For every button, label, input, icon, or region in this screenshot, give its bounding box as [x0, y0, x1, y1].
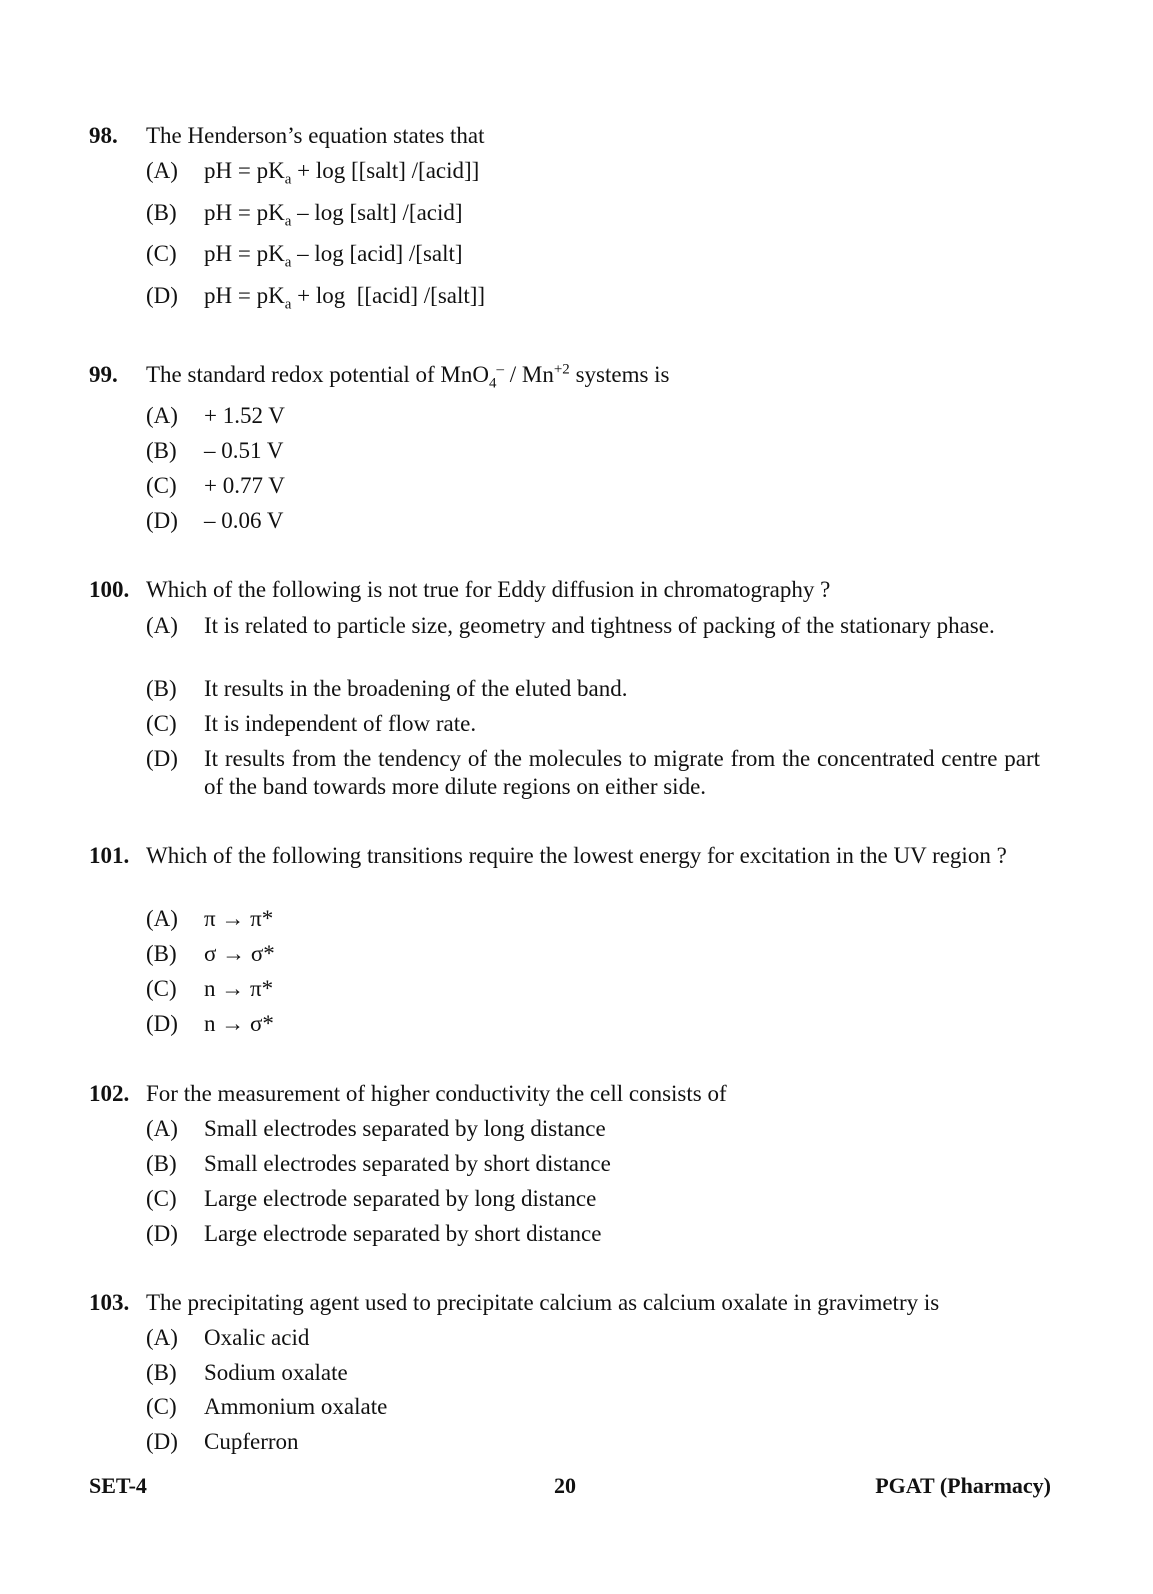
option-label: (B) — [146, 1151, 177, 1176]
question-text: For the measurement of higher conductivity the cell consists of — [146, 1081, 727, 1106]
option-text: It is related to particle size, geometry and tightness of packing of the stationary phase. — [204, 613, 995, 638]
option-label: (C) — [146, 1186, 177, 1211]
question-text: The precipitating agent used to precipitate calcium as calcium oxalate in gravimetry is — [146, 1290, 940, 1315]
option-label: (B) — [146, 941, 177, 966]
option-text: + 0.77 V — [204, 473, 285, 498]
question-number: 103. — [89, 1290, 130, 1315]
option-label: (C) — [146, 976, 177, 1001]
option-label: (B) — [146, 438, 177, 463]
option-text: Large electrode separated by long distance — [204, 1186, 597, 1211]
question-text: The standard redox potential of $MnO_4^- / Mn^{+2}$ systems is — [146, 361, 670, 392]
option-label: (C) — [146, 711, 177, 736]
option-label: (A) — [146, 403, 178, 428]
option-text: pH = $pK_a + \log$ [[acid] /[salt]] — [204, 283, 486, 313]
option-label: (D) — [146, 508, 178, 533]
option-text: Small electrodes separated by short distance — [204, 1151, 611, 1176]
option-label: (D) — [146, 283, 178, 308]
option-text: Cupferron — [204, 1429, 299, 1454]
option-text: pH = $pK_a$ – log [salt] /[acid] — [204, 200, 463, 230]
option-label: (A) — [146, 1116, 178, 1141]
option-text: n → π* — [204, 976, 274, 1001]
footer-set-code: SET-4 — [89, 1473, 147, 1498]
option-label: (B) — [146, 676, 177, 701]
option-text: n → σ* — [204, 1011, 274, 1036]
option-text: It results in the broadening of the eluted band. — [204, 676, 628, 701]
option-label: (A) — [146, 906, 178, 931]
option-label: (D) — [146, 1429, 178, 1454]
option-text: pH = $pK_a + \log$ [[salt] /[acid]] — [204, 158, 480, 188]
question-number: 100. — [89, 577, 130, 602]
option-label: (B) — [146, 200, 177, 225]
footer-page-number: 20 — [554, 1473, 576, 1498]
option-label: (C) — [146, 1394, 177, 1419]
option-label: (C) — [146, 241, 177, 266]
option-text: σ → σ* — [204, 941, 275, 966]
option-label: (C) — [146, 473, 177, 498]
option-text: Large electrode separated by short distance — [204, 1221, 602, 1246]
question-text: The Henderson’s equation states that — [146, 123, 485, 148]
question-number: 99. — [89, 362, 118, 387]
footer-exam-title: PGAT (Pharmacy) — [875, 1473, 1051, 1498]
option-text: pH = $pK_a$ – log [acid] /[salt] — [204, 241, 463, 271]
question-number: 102. — [89, 1081, 130, 1106]
option-label: (D) — [146, 1011, 178, 1036]
option-text: + 1.52 V — [204, 403, 285, 428]
option-label: (A) — [146, 1325, 178, 1350]
option-text: – 0.06 V — [204, 508, 284, 533]
option-label: (D) — [146, 1221, 178, 1246]
option-text: Oxalic acid — [204, 1325, 310, 1350]
option-label: (A) — [146, 613, 178, 638]
option-text: Ammonium oxalate — [204, 1394, 388, 1419]
option-label: (B) — [146, 1360, 177, 1385]
option-text: It results from the tendency of the molecules to migrate from the concentrated centre part of the band towards more dilute regions on either side. — [204, 746, 1040, 799]
option-label: (A) — [146, 158, 178, 183]
question-text: Which of the following transitions require the lowest energy for excitation in the UV region ? — [146, 843, 1007, 868]
question-text: Which of the following is not true for Eddy diffusion in chromatography ? — [146, 577, 831, 602]
option-text: Small electrodes separated by long distance — [204, 1116, 606, 1141]
option-text: Sodium oxalate — [204, 1360, 348, 1385]
option-text: – 0.51 V — [204, 438, 284, 463]
option-label: (D) — [146, 746, 178, 771]
option-text: It is independent of flow rate. — [204, 711, 477, 736]
question-number: 98. — [89, 123, 118, 148]
option-text: π → π* — [204, 906, 274, 931]
question-number: 101. — [89, 843, 130, 868]
